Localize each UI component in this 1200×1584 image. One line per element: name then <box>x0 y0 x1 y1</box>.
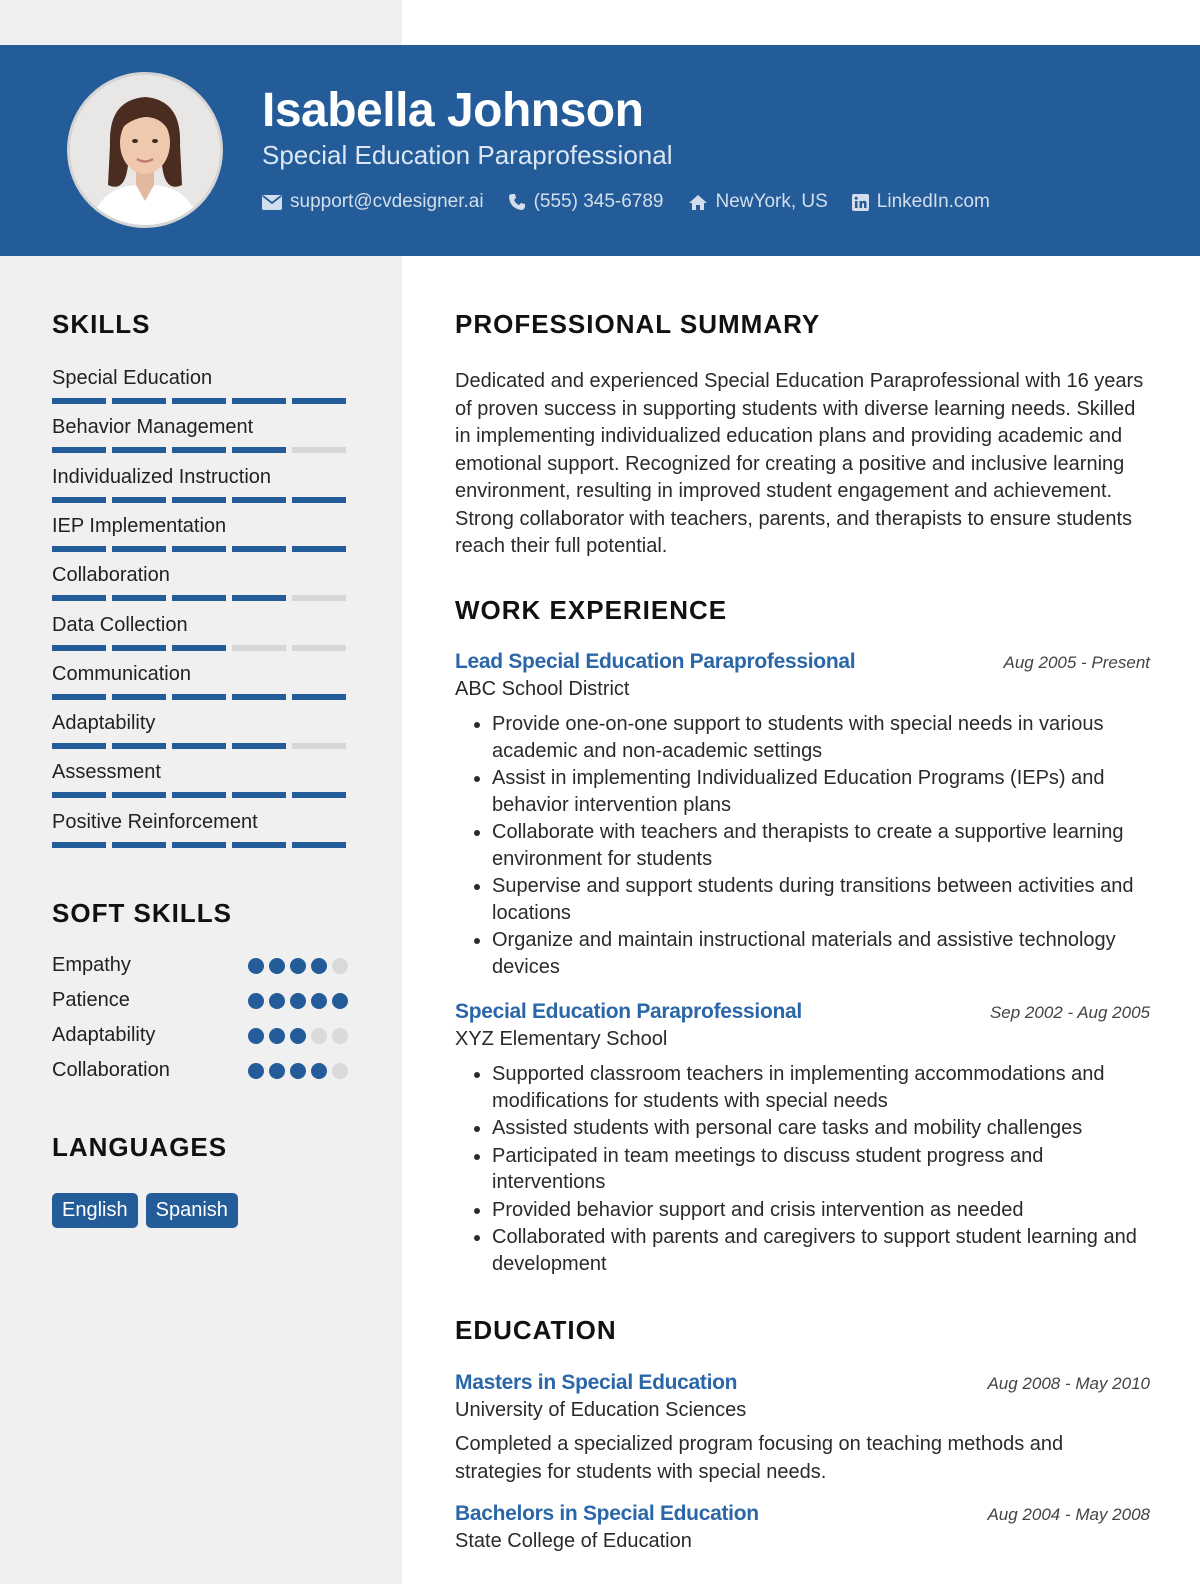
soft-skill-item <box>52 954 348 977</box>
rating-dot <box>269 1063 285 1079</box>
skill-item <box>52 811 352 848</box>
profile-photo <box>67 72 223 228</box>
skill-name: Communication <box>52 662 191 685</box>
skill-level-segment <box>112 842 166 848</box>
resume-header <box>0 45 1200 256</box>
job-bullets <box>455 711 1150 980</box>
skill-level-segment <box>172 595 226 601</box>
skill-level-segment <box>292 398 346 404</box>
skill-level-segment <box>52 447 106 453</box>
skill-level-segment <box>292 743 346 749</box>
contact-row <box>262 191 1014 213</box>
rating-dot <box>332 1063 348 1079</box>
skill-level-segment <box>232 595 286 601</box>
skill-level-segment <box>232 398 286 404</box>
skill-item <box>52 663 352 700</box>
education-entry <box>455 1502 1150 1553</box>
skill-level-segment <box>232 842 286 848</box>
soft-skill-item <box>52 989 348 1012</box>
rating-dot <box>269 993 285 1009</box>
summary-heading: PROFESSIONAL SUMMARY <box>455 309 821 339</box>
rating-dot <box>269 1028 285 1044</box>
skill-level-bar <box>52 842 352 848</box>
experience-entry <box>455 650 1150 981</box>
soft-skill-item <box>52 1024 348 1047</box>
languages-heading: LANGUAGES <box>52 1132 228 1162</box>
skill-level-bar <box>52 694 352 700</box>
skills-heading: SKILLS <box>52 309 151 339</box>
rating-dot <box>248 993 264 1009</box>
job-bullet: • Participated in team meetings to discuss student progress and interventions <box>492 1143 1150 1196</box>
skill-item <box>52 367 352 404</box>
skill-name: Individualized Instruction <box>52 465 272 488</box>
skill-name: Collaboration <box>52 564 170 587</box>
rating-dot <box>311 993 327 1009</box>
languages-list <box>52 1193 238 1228</box>
skill-level-segment <box>232 792 286 798</box>
job-title: Special Education Paraprofessional <box>455 1000 802 1023</box>
rating-dot <box>332 993 348 1009</box>
skill-item <box>52 564 352 601</box>
education-entry <box>455 1371 1150 1486</box>
soft-skill-rating <box>248 1028 348 1044</box>
skill-level-bar <box>52 792 352 798</box>
skill-level-segment <box>112 645 166 651</box>
rating-dot <box>290 958 306 974</box>
soft-skill-item <box>52 1059 348 1082</box>
job-bullet: • Provided behavior support and crisis intervention as needed <box>492 1197 1150 1224</box>
contact-phone-text: (555) 345-6789 <box>533 191 664 212</box>
soft-skill-rating <box>248 1063 348 1079</box>
skill-level-segment <box>112 546 166 552</box>
skill-item <box>52 466 352 503</box>
skill-item <box>52 712 352 749</box>
job-employer: XYZ Elementary School <box>455 1028 668 1050</box>
skill-level-segment <box>292 694 346 700</box>
skill-level-segment <box>172 546 226 552</box>
job-bullet: • Supervise and support students during transitions between activities and locations <box>492 873 1150 926</box>
job-date: Sep 2002 - Aug 2005 <box>989 1003 1150 1022</box>
skill-item <box>52 416 352 453</box>
skill-level-segment <box>292 842 346 848</box>
skill-level-bar <box>52 595 352 601</box>
skill-item <box>52 515 352 552</box>
degree-date: Aug 2008 - May 2010 <box>987 1374 1150 1393</box>
experience-heading: WORK EXPERIENCE <box>455 595 728 625</box>
job-bullet: • Assisted students with personal care tasks and mobility challenges <box>492 1115 1150 1142</box>
skill-level-segment <box>52 743 106 749</box>
soft-skill-name: Empathy <box>52 954 131 976</box>
contact-email-text: support@cvdesigner.ai <box>290 191 484 212</box>
skill-level-segment <box>52 595 106 601</box>
skill-item <box>52 761 352 798</box>
skill-name: Data Collection <box>52 613 188 636</box>
rating-dot <box>311 1028 327 1044</box>
soft-skill-rating <box>248 993 348 1009</box>
skill-level-segment <box>232 546 286 552</box>
language-badge: Spanish <box>146 1193 238 1228</box>
soft-skill-name: Adaptability <box>52 1024 156 1046</box>
degree-title: Masters in Special Education <box>455 1371 738 1394</box>
rating-dot <box>290 1063 306 1079</box>
skill-level-segment <box>292 546 346 552</box>
skill-level-segment <box>52 645 106 651</box>
rating-dot <box>311 958 327 974</box>
skill-level-segment <box>52 792 106 798</box>
contact-linkedin[interactable] <box>852 191 990 213</box>
skill-level-segment <box>292 497 346 503</box>
skill-level-segment <box>112 743 166 749</box>
skill-level-segment <box>52 694 106 700</box>
skill-level-bar <box>52 743 352 749</box>
rating-dot <box>290 1028 306 1044</box>
rating-dot <box>332 958 348 974</box>
language-badge: English <box>52 1193 138 1228</box>
skill-level-segment <box>292 792 346 798</box>
skill-level-bar <box>52 546 352 552</box>
skill-level-segment <box>112 792 166 798</box>
contact-location[interactable] <box>688 191 828 213</box>
skill-item <box>52 614 352 651</box>
skill-level-segment <box>52 398 106 404</box>
contact-linkedin-text: LinkedIn.com <box>876 191 990 212</box>
skill-level-segment <box>232 694 286 700</box>
degree-description: Completed a specialized program focusing on teaching methods and strategies for students with special needs. <box>455 1433 1064 1483</box>
rating-dot <box>311 1063 327 1079</box>
job-employer: ABC School District <box>455 678 630 700</box>
rating-dot <box>248 1028 264 1044</box>
skill-level-bar <box>52 447 352 453</box>
skill-level-segment <box>172 842 226 848</box>
skill-name: Assessment <box>52 761 161 784</box>
skill-level-bar <box>52 398 352 404</box>
job-title: Lead Special Education Paraprofessional <box>455 650 856 673</box>
skill-level-bar <box>52 497 352 503</box>
skill-level-segment <box>292 447 346 453</box>
home-icon <box>688 194 708 211</box>
summary-text: Dedicated and experienced Special Education Paraprofessional with 16 years of proven success in supporting students with diverse learning needs. Skilled in implementing individualized education plans and providing academic and emotional support. Recognized for creating a positive and inclusive learning environment, resulting in improved student engagement and achievement. Strong collaborator with teachers, parents, and therapists to ensure students reach their full potential. <box>455 370 1144 557</box>
skill-level-segment <box>172 645 226 651</box>
skill-level-segment <box>112 497 166 503</box>
soft-skill-name: Patience <box>52 989 130 1011</box>
job-bullet: • Provide one-on-one support to students with special needs in various academic and non-academic settings <box>492 711 1150 764</box>
rating-dot <box>269 958 285 974</box>
skill-level-segment <box>172 694 226 700</box>
degree-school: State College of Education <box>455 1530 692 1552</box>
contact-location-text: NewYork, US <box>715 191 828 212</box>
skill-level-segment <box>52 497 106 503</box>
phone-icon <box>508 193 526 211</box>
skill-level-segment <box>232 497 286 503</box>
skill-level-segment <box>232 645 286 651</box>
envelope-icon <box>262 195 282 210</box>
skill-name: Special Education <box>52 367 213 389</box>
skill-level-segment <box>232 743 286 749</box>
skill-level-bar <box>52 645 352 651</box>
skill-level-segment <box>112 398 166 404</box>
degree-date: Aug 2004 - May 2008 <box>987 1505 1150 1524</box>
candidate-name: Isabella Johnson <box>262 84 644 137</box>
skill-level-segment <box>232 447 286 453</box>
rating-dot <box>290 993 306 1009</box>
skill-name: IEP Implementation <box>52 514 227 537</box>
soft-skills-heading: SOFT SKILLS <box>52 898 232 928</box>
degree-school: University of Education Sciences <box>455 1399 747 1421</box>
soft-skill-rating <box>248 958 348 974</box>
job-bullet: • Collaborated with parents and caregivers to support student learning and development <box>492 1224 1150 1277</box>
job-bullet: • Organize and maintain instructional materials and assistive technology devices <box>492 927 1150 980</box>
job-bullet: • Assist in implementing Individualized Education Programs (IEPs) and behavior intervention plans <box>492 765 1150 818</box>
rating-dot <box>332 1028 348 1044</box>
skill-level-segment <box>172 743 226 749</box>
skill-level-segment <box>112 694 166 700</box>
skill-level-segment <box>292 595 346 601</box>
education-heading: EDUCATION <box>455 1315 617 1345</box>
job-bullet: • Supported classroom teachers in implementing accommodations and modifications for students with special needs <box>492 1061 1150 1114</box>
skill-level-segment <box>172 447 226 453</box>
soft-skill-name: Collaboration <box>52 1059 170 1081</box>
skill-level-segment <box>112 447 166 453</box>
skill-level-segment <box>292 645 346 651</box>
skill-level-segment <box>172 792 226 798</box>
candidate-title: Special Education Paraprofessional <box>262 140 673 170</box>
skill-name: Positive Reinforcement <box>52 810 258 833</box>
rating-dot <box>248 1063 264 1079</box>
skill-level-segment <box>112 595 166 601</box>
job-bullet: • Collaborate with teachers and therapists to create a supportive learning environment for students <box>492 819 1150 872</box>
skill-name: Adaptability <box>52 712 156 735</box>
experience-entry <box>455 1000 1150 1278</box>
skill-level-segment <box>52 842 106 848</box>
contact-email[interactable] <box>262 191 484 213</box>
job-date: Aug 2005 - Present <box>1003 653 1150 672</box>
rating-dot <box>248 958 264 974</box>
linkedin-icon <box>852 194 869 211</box>
contact-phone[interactable] <box>508 191 664 213</box>
skill-level-segment <box>172 398 226 404</box>
skill-level-segment <box>172 497 226 503</box>
skill-level-segment <box>52 546 106 552</box>
degree-title: Bachelors in Special Education <box>455 1502 759 1525</box>
skill-name: Behavior Management <box>52 416 254 439</box>
job-bullets <box>455 1061 1150 1277</box>
